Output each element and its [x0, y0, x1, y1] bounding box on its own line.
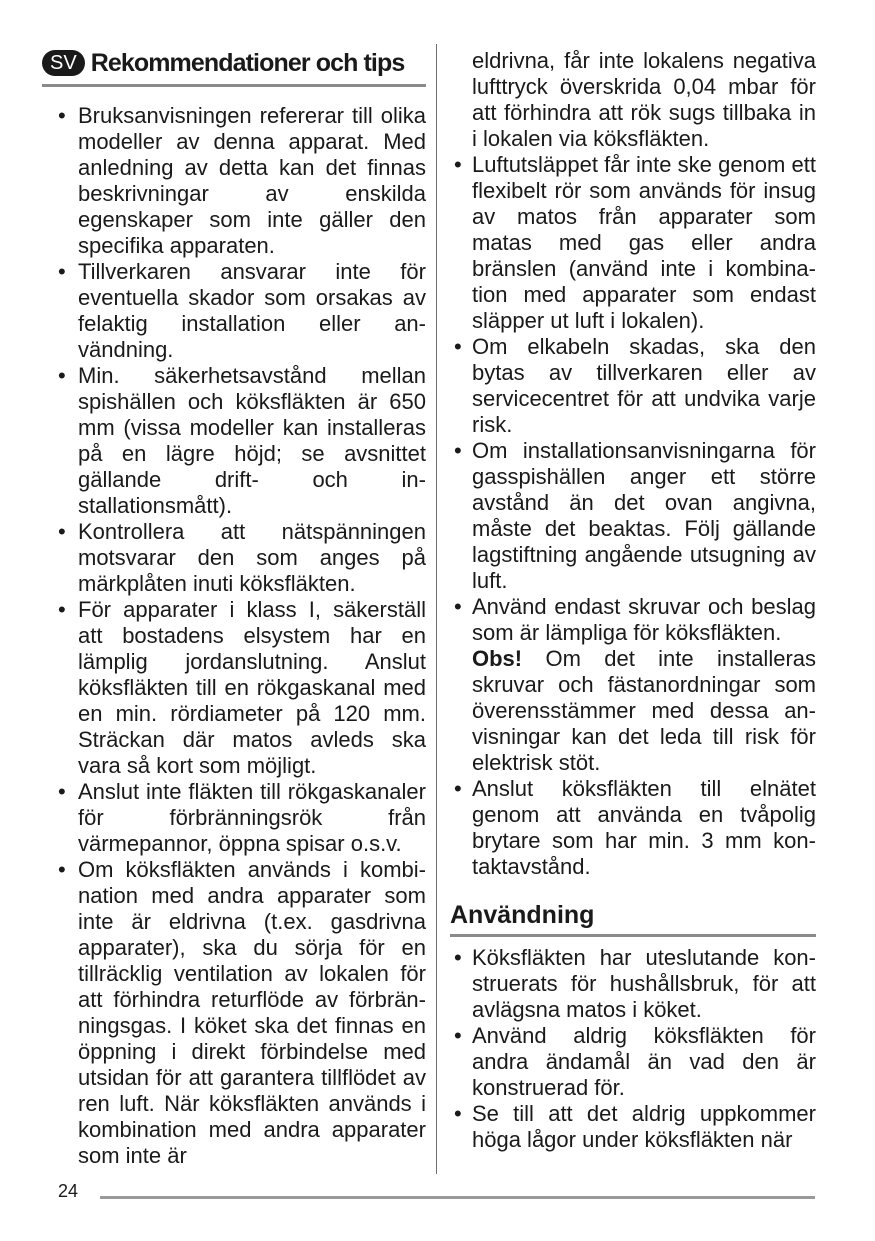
list-item: • Luftutsläppet får inte ske genom ett flexibelt rör som används för insug av matos från apparater som matas med gas eller andra bränslen (använd inte i kombination med apparater som endast släpper ut luft i lokalen). [450, 152, 816, 334]
list-item: • Tillverkaren ansvarar inte för eventuella skador som orsakas av felaktig installation eller användning. [42, 259, 426, 363]
recommendations-list-continued [450, 152, 816, 880]
right-column [450, 48, 816, 1153]
warning-note [472, 646, 816, 776]
section-heading-recommendations [42, 44, 426, 87]
page-number: 24 [58, 1181, 79, 1201]
usage-list [450, 945, 816, 1153]
list-item: • Om elkabeln skadas, ska den bytas av tillverkaren eller av servicecentret för att undvika varje risk. [450, 334, 816, 438]
note-text: Om det inte installeras skruvar och fästanordningar som överensstämmer med dessa anvisningar kan det leda till risk för elektrisk stöt. [472, 646, 816, 775]
section-heading-usage [450, 898, 816, 937]
section-title: Rekommendationer och tips [90, 48, 405, 77]
recommendations-list [42, 103, 426, 1169]
list-item: • Se till att det aldrig uppkommer höga lågor under köksfläkten när [450, 1101, 816, 1153]
list-item: • Anslut inte fläkten till rökgaskanaler för förbränningsrök från värmepannor, öppna spisar o.s.v. [42, 779, 426, 857]
list-item: • Kontrollera att nätspänningen motsvarar den som anges på märkplåten inuti köksfläkten. [42, 519, 426, 597]
section-title-usage: Användning [450, 900, 595, 929]
list-item: • Använd aldrig köksfläkten för andra ändamål än vad den är konstruerad för. [450, 1023, 816, 1101]
screws-text: Använd endast skruvar och beslag som är lämpliga för köksfläkten. [472, 594, 816, 645]
note-label: Obs! [472, 646, 523, 671]
list-item: • För apparater i klass I, säkerställ att bostadens elsystem har en lämplig jordanslutning. Anslut köksfläkten till en rökgaskanal med en min. rördiameter på 120 mm. Sträckan där matos avleds ska vara så kort som möjligt. [42, 597, 426, 779]
left-column [42, 44, 426, 1169]
list-item: • Anslut köksfläkten till elnätet genom att använda en tvåpolig brytare som har min. 3 mm kontaktavstånd. [450, 776, 816, 880]
list-item: • Köksfläkten har uteslutande konstruerats för hushållsbruk, för att avlägsna matos i köket. [450, 945, 816, 1023]
list-item: • Bruksanvisningen refererar till olika modeller av denna apparat. Med anledning av detta kan det finnas beskrivningar av enskilda egenskaper som inte gäller den specifika apparaten. [42, 103, 426, 259]
language-badge: SV [42, 50, 85, 76]
list-item: • Om köksfläkten används i kombination med andra apparater som inte är eldrivna (t.ex. gasdrivna apparater), ska du sörja för en tillräcklig ventilation av lokalen för att förhindra returflöde av förbränningsgas. I köket ska det finnas en öppning i direkt förbindelse med utsidan för att garantera tillflödet av ren luft. När köksfläkten används i kombination med andra apparater som inte är [42, 857, 426, 1169]
column-divider [436, 44, 437, 1174]
list-item: • Om installationsanvisningarna för gasspishällen anger ett större avstånd än det ovan angivna, måste det beaktas. Följ gällande lagstiftning angående utsugning av luft. [450, 438, 816, 594]
continued-paragraph: eldrivna, får inte lokalens negativa lufttryck överskrida 0,04 mbar för att förhindra att rök sugs tillbaka in i lokalen via köksfläkten. [472, 48, 816, 151]
footer-rule [100, 1196, 815, 1199]
list-item-screws [450, 594, 816, 776]
list-item: • Min. säkerhetsavstånd mellan spishällen och köksfläkten är 650 mm (vissa modeller kan installeras på en lägre höjd; se avsnittet gällande drift- och installationsmått). [42, 363, 426, 519]
